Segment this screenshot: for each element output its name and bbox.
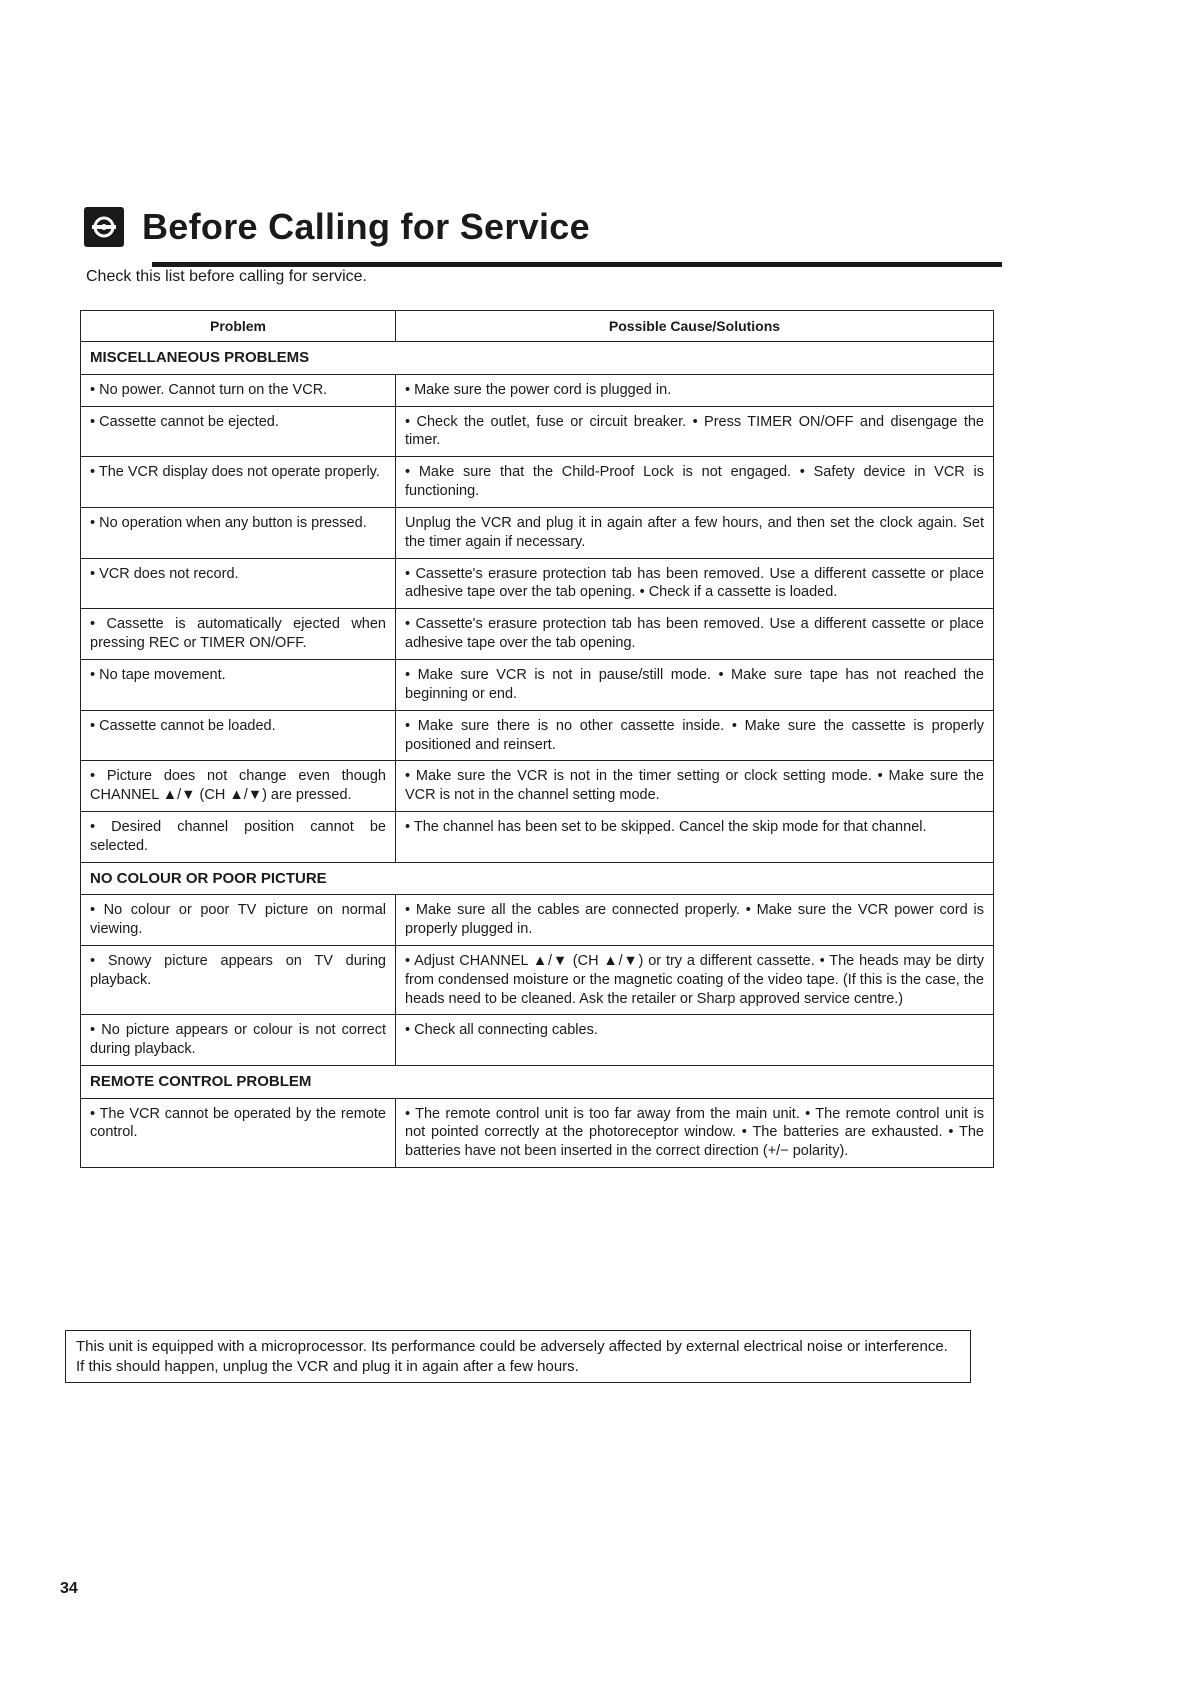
solution-cell: • Cassette's erasure protection tab has been removed. Use a different cassette or place adhesive tape over the tab opening. • Check if a cassette is loaded. (396, 558, 994, 609)
solution-cell: • Check all connecting cables. (396, 1015, 994, 1066)
column-header-solution: Possible Cause/Solutions (396, 311, 994, 342)
service-icon (84, 207, 124, 247)
solution-cell: • Cassette's erasure protection tab has been removed. Use a different cassette or place adhesive tape over the tab opening. (396, 609, 994, 660)
section-title: NO COLOUR OR POOR PICTURE (81, 862, 994, 895)
problem-cell: • No power. Cannot turn on the VCR. (81, 374, 396, 406)
solution-cell: • Adjust CHANNEL ▲/▼ (CH ▲/▼) or try a different cassette. • The heads may be dirty from condensed moisture or the magnetic coating of the video tape. (If this is the case, the heads need to be cleaned. Ask the retailer or Sharp approved service centre.) (396, 945, 994, 1015)
solution-cell: • Make sure VCR is not in pause/still mode. • Make sure tape has not reached the beginning or end. (396, 659, 994, 710)
section-title: MISCELLANEOUS PROBLEMS (81, 342, 994, 375)
solution-cell: • Make sure the power cord is plugged in. (396, 374, 994, 406)
problem-cell: • No tape movement. (81, 659, 396, 710)
table-row (81, 761, 994, 812)
section-row (81, 342, 994, 375)
solution-cell: • The channel has been set to be skipped. Cancel the skip mode for that channel. (396, 812, 994, 863)
section-title: REMOTE CONTROL PROBLEM (81, 1066, 994, 1099)
page-heading (84, 206, 590, 248)
table-row (81, 609, 994, 660)
solution-cell: • Make sure there is no other cassette inside. • Make sure the cassette is properly positioned and reinsert. (396, 710, 994, 761)
solution-cell: • The remote control unit is too far away from the main unit. • The remote control unit is not pointed correctly at the photoreceptor window. • The batteries are exhausted. • The batteries have not been inserted in the correct direction (+/− polarity). (396, 1098, 994, 1168)
table-row (81, 374, 994, 406)
solution-cell: • Make sure all the cables are connected properly. • Make sure the VCR power cord is properly plugged in. (396, 895, 994, 946)
table-header-row (81, 311, 994, 342)
problem-cell: • The VCR display does not operate properly. (81, 457, 396, 508)
problem-cell: • No colour or poor TV picture on normal viewing. (81, 895, 396, 946)
troubleshooting-table (80, 310, 994, 1168)
title-underline (152, 262, 1002, 267)
solution-cell: Unplug the VCR and plug it in again after a few hours, and then set the clock again. Set the timer again if necessary. (396, 507, 994, 558)
problem-cell: • Desired channel position cannot be selected. (81, 812, 396, 863)
table-row (81, 457, 994, 508)
problem-cell: • VCR does not record. (81, 558, 396, 609)
problem-cell: • Cassette cannot be loaded. (81, 710, 396, 761)
table-row (81, 1015, 994, 1066)
solution-cell: • Check the outlet, fuse or circuit breaker. • Press TIMER ON/OFF and disengage the timer. (396, 406, 994, 457)
section-row (81, 1066, 994, 1099)
table-row (81, 812, 994, 863)
page-subtitle: Check this list before calling for service. (86, 268, 367, 285)
table-row (81, 945, 994, 1015)
table-row (81, 710, 994, 761)
table-row (81, 659, 994, 710)
solution-cell: • Make sure the VCR is not in the timer setting or clock setting mode. • Make sure the VCR is not in the channel setting mode. (396, 761, 994, 812)
table-row (81, 406, 994, 457)
problem-cell: • Cassette cannot be ejected. (81, 406, 396, 457)
page-number: 34 (60, 1580, 78, 1597)
problem-cell: • No picture appears or colour is not correct during playback. (81, 1015, 396, 1066)
microprocessor-note: This unit is equipped with a microprocessor. Its performance could be adversely affected by external electrical noise or interference. If this should happen, unplug the VCR and plug it in again after a few hours. (65, 1330, 971, 1383)
column-header-problem: Problem (81, 311, 396, 342)
problem-cell: • Cassette is automatically ejected when pressing REC or TIMER ON/OFF. (81, 609, 396, 660)
problem-cell: • No operation when any button is pressed. (81, 507, 396, 558)
solution-cell: • Make sure that the Child-Proof Lock is not engaged. • Safety device in VCR is functioning. (396, 457, 994, 508)
section-row (81, 862, 994, 895)
problem-cell: • Snowy picture appears on TV during playback. (81, 945, 396, 1015)
table-row (81, 507, 994, 558)
problem-cell: • The VCR cannot be operated by the remote control. (81, 1098, 396, 1168)
problem-cell: • Picture does not change even though CHANNEL ▲/▼ (CH ▲/▼) are pressed. (81, 761, 396, 812)
table-row (81, 558, 994, 609)
page-title: Before Calling for Service (142, 206, 590, 247)
table-row (81, 1098, 994, 1168)
table-row (81, 895, 994, 946)
